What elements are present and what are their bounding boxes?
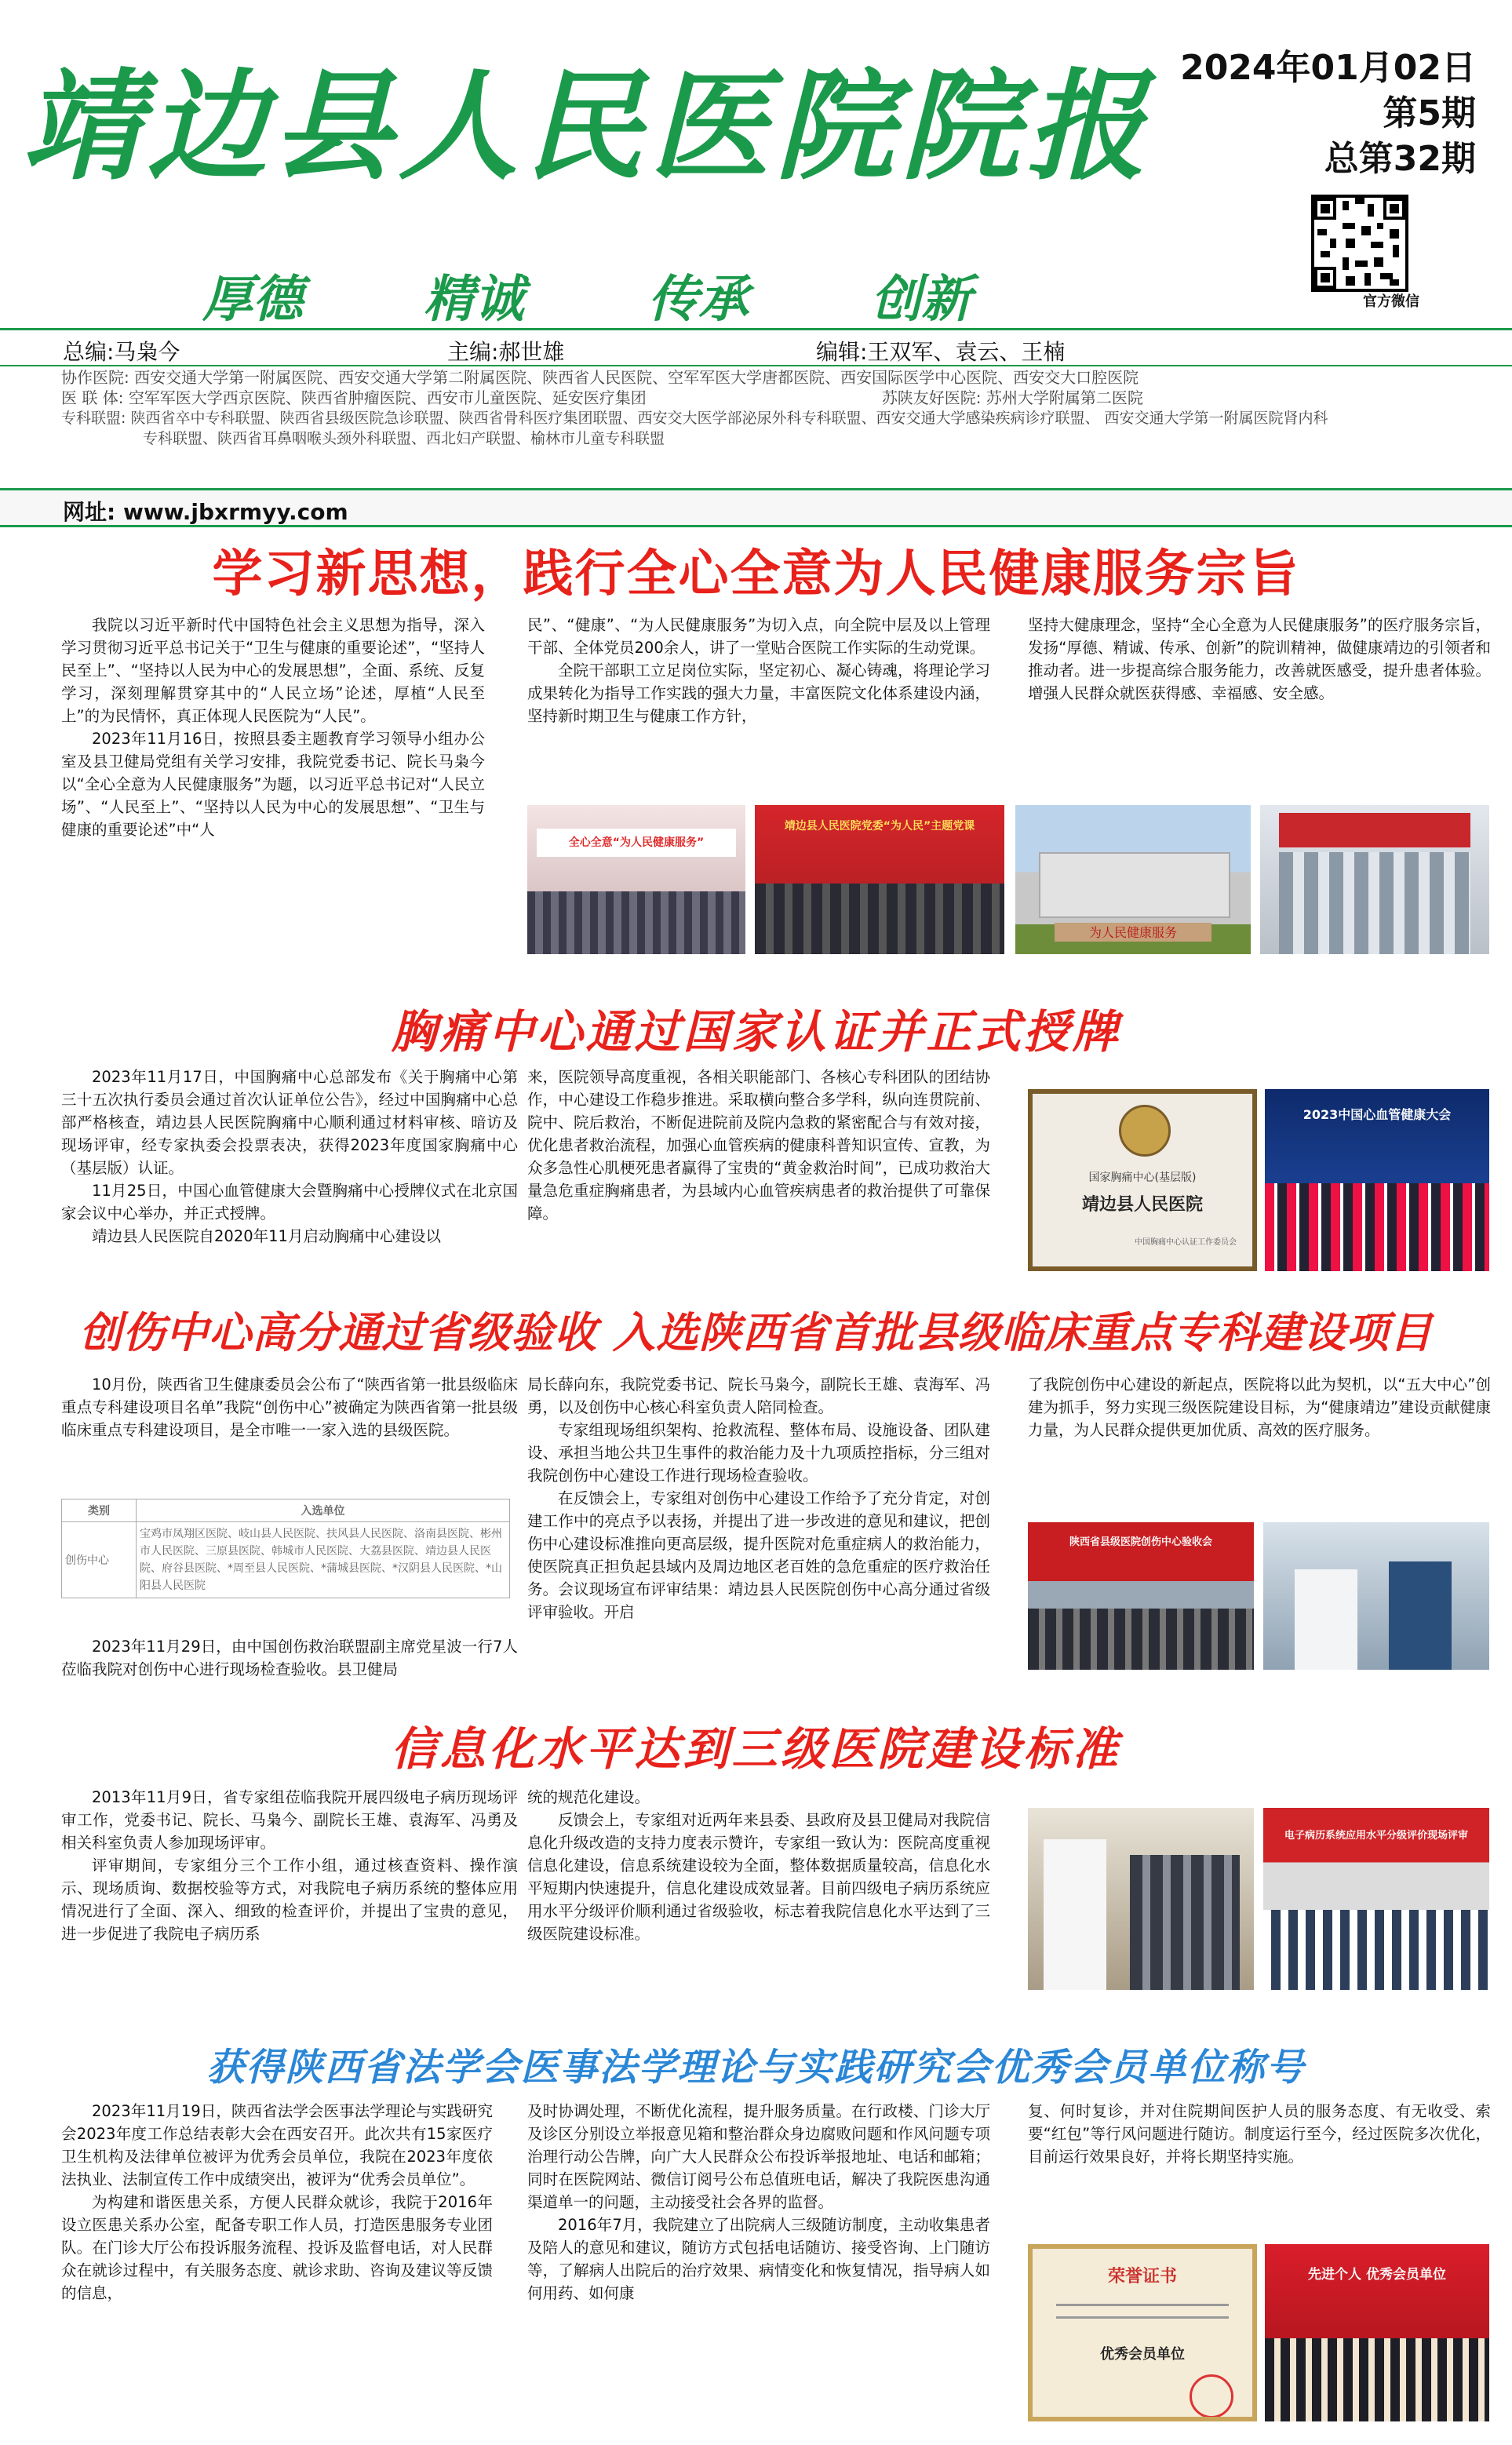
trauma-review-meeting-photo	[1028, 1522, 1254, 1670]
paragraph: 为构建和谐医患关系，方便人民群众就诊，我院于2016年设立医患关系办公室，配备专职工作人员，打造医患服务专业团队。在门诊大厅公布投诉服务流程、投诉及监督电话，对人民群众在就诊过程中，有关服务态度、就诊求助、咨询及建议等反馈的信息，	[61, 2193, 493, 2302]
motto-4: 创新	[871, 270, 971, 329]
specialty-row-2: 专科联盟、陕西省耳鼻咽喉头颈外科联盟、西北妇产联盟、榆林市儿童专科联盟	[143, 430, 665, 447]
issue-info	[1180, 46, 1476, 182]
table-cell-units: 宝鸡市凤翔区医院、岐山县人民医院、扶风县人民医院、洛南县医院、彬州市人民医院、三原县医院、韩城市人民医院、大荔县医院、靖边县人民医院、府谷县医院、*周至县人民医院、*蒲城县医院、*汉阴县人民医院、*山阳县人民医院	[137, 1522, 510, 1598]
article-1-headline: 学习新思想，践行全心全意为人民健康服务宗旨	[212, 545, 1300, 603]
paragraph: 10月份，陕西省卫生健康委员会公布了“陕西省第一批县级临床重点专科建设项目名单”我院“创伤中心”被确定为陕西省第一批县级临床重点专科建设项目，是全市唯一一家入选的县级医院。	[61, 1376, 518, 1439]
masthead-title: 靖边县人民医院院报	[22, 56, 1152, 196]
paragraph: 我院以习近平新时代中国特色社会主义思想为指导，深入学习贯彻习近平总书记关于“卫生与健康的重要论述”，“坚持人民至上”、“坚持以人民为中心的发展思想”，全面、系统、反复学习，深刻理解贯穿其中的“人民立场”论述，厚植“人民至上”的为民情怀，真正体现人民医院为“人民”。	[61, 616, 485, 725]
article-2-headline: 胸痛中心通过国家认证并正式授牌	[391, 1005, 1121, 1059]
plaque-note: 中国胸痛中心认证工作委员会	[1135, 1238, 1237, 1247]
article-1-col-2	[527, 614, 990, 727]
coop-label: 协作医院:	[61, 368, 129, 387]
wechat-qr-code[interactable]	[1311, 195, 1408, 292]
plaque-title: 国家胸痛中心(基层版)	[1088, 1171, 1197, 1184]
banner-text: 电子病历系统应用水平分级评价现场评审	[1284, 1830, 1468, 1842]
website-link[interactable]: 网址: www.jbxrmyy.com	[63, 499, 348, 525]
coop-hospitals: 西安交通大学第一附属医院、西安交通大学第二附属医院、陕西省人民医院、空军军医大学唐都医院、西安国际医学中心医院、西安交大口腔医院	[134, 368, 1139, 387]
paragraph: 了我院创伤中心建设的新起点，医院将以此为契机，以“五大中心”创建为抓手，努力实现三级医院建设目标，为“健康靖边”建设贡献健康力量，为人民群众提供更加优质、高效的医疗服务。	[1028, 1376, 1491, 1439]
paragraph: 统的规范化建设。	[527, 1788, 650, 1806]
specialty-row-1	[61, 408, 1489, 428]
issue-date: 2024年01月02日	[1180, 48, 1476, 88]
banner-text: 全心全意“为人民健康服务”	[537, 829, 736, 857]
paragraph: 2013年11月9日，省专家组莅临我院开展四级电子病历现场评审工作，党委书记、院长、马枭今、副院长王雄、袁海军、冯勇及相关科室负责人参加现场评审。	[61, 1788, 518, 1852]
paragraph: 2023年11月19日，陕西省法学会医事法学理论与实践研究会2023年度工作总结表彰大会在西安召开。此次共有15家医疗卫生机构及法律单位被评为优秀会员单位，我院在2023年度依法执业、法制宣传工作中成绩突出，被评为“优秀会员单位”。	[61, 2102, 493, 2188]
certificate-award: 优秀会员单位	[1100, 2346, 1185, 2363]
article-2-col-2	[527, 1066, 990, 1225]
ehr-review-photo	[1028, 1808, 1254, 1990]
paragraph: 2023年11月29日，由中国创伤救治联盟副主席党星波一行7人莅临我院对创伤中心进行现场检查验收。县卫健局	[61, 1638, 518, 1678]
coop-row	[61, 367, 1489, 388]
sister-label: 苏陕友好医院:	[881, 388, 982, 407]
article-3-col-3	[1028, 1373, 1491, 1441]
paragraph: 2023年11月16日，按照县委主题教育学习领导小组办公室及县卫健局党组有关学习安排，我院党委书记、院长马枭今以“全心全意为人民健康服务”为题，以习近平总书记对“人民立场”、“人民至上”、“坚持以人民为中心的发展思想”、“卫生与健康的重要论述”中“人	[61, 730, 485, 839]
banner-text: 为人民健康服务	[1055, 923, 1211, 942]
article-4-col-2	[527, 1786, 990, 1945]
article-5-col-2	[527, 2100, 990, 2305]
paragraph: 靖边县人民医院自2020年11月启动胸痛中心建设以	[92, 1227, 441, 1245]
motto-2: 精诚	[424, 270, 524, 329]
award-ceremony-photo	[1265, 1089, 1489, 1271]
paragraph: 复、何时复诊，并对住院期间医护人员的服务态度、有无收受、索要“红包”等行风问题进行随访。制度运行至今，经过医院多次优化，目前运行效果良好，并将长期坚持实施。	[1028, 2102, 1491, 2166]
alliance-hospitals: 空军军医大学西京医院、陕西省肿瘤医院、西安市儿童医院、延安医疗集团	[128, 388, 647, 407]
alliance-row	[61, 388, 1489, 408]
sister-hospital: 苏州大学附属第二医院	[986, 388, 1143, 407]
banner-text: 陕西省县级医院创伤中心验收会	[1069, 1536, 1212, 1548]
motto-3: 传承	[648, 270, 749, 329]
article-3-col-1b	[61, 1635, 518, 1681]
paragraph: 评审期间，专家组分三个工作小组，通过核查资料、操作演示、现场质询、数据校验等方式，对我院电子病历系统的整体应用情况进行了全面、深入、细致的检查评价，并提出了宝贵的意见，进一步促进了我院电子病历系	[61, 1857, 518, 1943]
lecture-hall-photo	[527, 805, 745, 954]
qr-label: 官方微信	[1363, 293, 1419, 310]
article-1-col-3	[1028, 614, 1491, 705]
paragraph: 反馈会上，专家组对近两年来县委、县政府及县卫健局对我院信息化升级改造的支持力度表示赞许，专家组一致认为：医院高度重视信息化建设，信息系统建设较为全面，整体数据质量较高，信息化水平短期内快速提升，信息化建设成效显著。目前四级电子病历系统应用水平分级评价顺利通过省级验收，标志着我院信息化水平达到了三级医院建设标准。	[527, 1811, 990, 1943]
paragraph: 在反馈会上，专家组对创伤中心建设工作给予了充分肯定，对创建工作中的亮点予以表扬，并提出了进一步改进的意见和建议，把创伤中心建设标准推向更高层级，提升医院对危重症病人的救治能力，使医院真正担负起县域内及周边地区老百姓的急危重症的医疗救治任务。会议现场宣布评审结果：靖边县人民医院创伤中心高分通过省级评审验收。开启	[527, 1489, 990, 1621]
motto-1: 厚德	[202, 270, 303, 329]
article-3-headline: 创伤中心高分通过省级验收 入选陕西省首批县级临床重点专科建设项目	[79, 1308, 1433, 1357]
table-header-category: 类别	[62, 1499, 137, 1522]
specialty-label: 专科联盟:	[61, 410, 126, 427]
trauma-inspection-photo	[1263, 1522, 1489, 1670]
paragraph: 民”、“健康”、“为人民健康服务”为切入点，向全院中层及以上管理干部、全体党员200余人，讲了一堂贴合医院工作实际的生动党课。	[527, 616, 990, 657]
ehr-feedback-meeting-photo	[1263, 1808, 1489, 1990]
paragraph: 2016年7月，我院建立了出院病人三级随访制度，主动收集患者及陪人的意见和建议，随访方式包括电话随访、接受咨询、上门随访等，了解病人出院后的治疗效果、病情变化和恢复情况，指导病人如何用药、如何康	[527, 2216, 990, 2302]
article-4-headline: 信息化水平达到三级医院建设标准	[391, 1722, 1121, 1776]
paragraph: 2023年11月17日，中国胸痛中心总部发布《关于胸痛中心第三十五次执行委员会通过首次认证单位公告》，经过中国胸痛中心总部严格核查，靖边县人民医院胸痛中心顺利通过材料审核、暗访及现场评审，经专家执委会投票表决，获得2023年度国家胸痛中心（基层版）认证。	[61, 1068, 518, 1177]
emblem-icon	[1119, 1105, 1171, 1157]
banner-text: 2023中国心血管健康大会	[1303, 1107, 1452, 1122]
seal-icon	[1190, 2374, 1233, 2418]
article-5-headline: 获得陕西省法学会医事法学理论与实践研究会优秀会员单位称号	[206, 2046, 1306, 2090]
article-2-col-1	[61, 1066, 518, 1248]
editors-list: 编辑:王双军、袁云、王楠	[816, 339, 1066, 365]
paragraph: 全院干部职工立足岗位实际，坚定初心、凝心铸魂，将理论学习成果转化为指导工作实践的强大力量，丰富医院文化体系建设内涵，坚持新时期卫生与健康工作方针，	[527, 661, 990, 725]
article-3-col-2	[527, 1373, 990, 1623]
paragraph: 11月25日，中国心血管健康大会暨胸痛中心授牌仪式在北京国家会议中心举办，并正式授牌。	[61, 1182, 518, 1222]
editors-bar	[0, 328, 1512, 366]
paragraph: 及时协调处理，不断优化流程，提升服务质量。在行政楼、门诊大厅及诊区分别设立举报意见箱和整治群众身边腐败问题和作风问题专项治理行动公告牌，向广大人民群众公布投诉举报地址、电话和邮箱；同时在医院网站、微信订阅号公布总值班电话，解决了我院医患沟通渠道单一的问题，主动接受社会各界的监督。	[527, 2102, 990, 2211]
paragraph: 专家组现场组织架构、抢救流程、整体布局、设施设备、团队建设、承担当地公共卫生事件的救治能力及十九项质控指标，分三组对我院创伤中心建设工作进行现场检查验收。	[527, 1421, 990, 1485]
honor-certificate-photo	[1028, 2244, 1257, 2421]
party-lecture-photo	[755, 805, 1004, 954]
certificate-title: 荣誉证书	[1107, 2267, 1177, 2286]
article-1-col-1	[61, 614, 485, 841]
paragraph: 坚持大健康理念，坚持“全心全意为人民健康服务”的医疗服务宗旨，发扬“厚德、精诚、传承、创新”的院训精神，做健康靖边的引领者和推动者。进一步提高综合服务能力，改善就医感受，提升患者体验。增强人民群众就医获得感、幸福感、安全感。	[1028, 616, 1491, 702]
paragraph: 局长薛向东，我院党委书记、院长马枭今，副院长王雄、袁海军、冯勇，以及创伤中心核心科室负责人陪同检查。	[527, 1376, 990, 1416]
paragraph: 来，医院领导高度重视，各相关职能部门、各核心专科团队的团结协作，中心建设工作稳步推进。采取横向整合多学科，纵向连贯院前、院中、院后救治，不断促进院前及院内急救的紧密配合与有效对接，优化患者救治流程，加强心血管疾病的健康科普知识宣传、宣教，为众多急性心肌梗死患者赢得了宝贵的“黄金救治时间”，已成功救治大量急危重症胸痛患者，为县域内心血管疾病患者的救治提供了可靠保障。	[527, 1068, 990, 1222]
award-stage-photo	[1265, 2244, 1489, 2421]
trauma-center-list-table	[61, 1499, 510, 1598]
qr-code-icon	[1314, 198, 1405, 289]
banner-text: 靖边县人民医院党委“为人民”主题党课	[784, 820, 975, 833]
issue-number: 第5期	[1383, 93, 1476, 133]
total-issue-number: 总第32期	[1324, 139, 1476, 179]
article-4-col-1	[61, 1786, 518, 1945]
alliance-label: 医 联 体:	[61, 388, 124, 407]
partners-block	[61, 367, 1489, 449]
hospital-building-photo	[1015, 805, 1251, 954]
table-header-units: 入选单位	[137, 1499, 510, 1522]
editor-in-charge: 主编:郝世雄	[447, 339, 565, 365]
specialty-alliances-1: 陕西省卒中专科联盟、陕西省县级医院急诊联盟、陕西省骨科医疗集团联盟、西安交大医学部泌尿外科专科联盟、西安交通大学感染疾病诊疗联盟、 西安交通大学第一附属医院肾内科	[130, 410, 1328, 427]
banner-text: 先进个人 优秀会员单位	[1308, 2267, 1446, 2283]
hospital-entrance-photo	[1260, 805, 1489, 954]
website-bar	[0, 488, 1512, 527]
table-cell-category: 创伤中心	[62, 1522, 137, 1598]
chest-pain-plaque-photo	[1028, 1089, 1257, 1271]
plaque-hospital-name: 靖边县人民医院	[1081, 1195, 1203, 1215]
article-5-col-1	[61, 2100, 493, 2305]
article-5-col-3	[1028, 2100, 1491, 2168]
article-3-col-1	[61, 1373, 518, 1441]
chief-editor: 总编:马枭今	[63, 339, 180, 365]
